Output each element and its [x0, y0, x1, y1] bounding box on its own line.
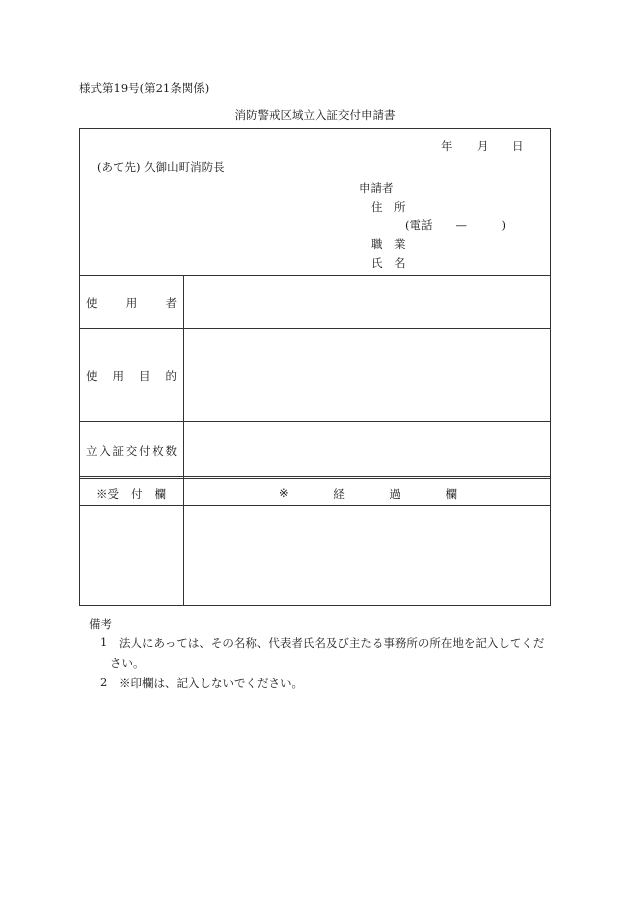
reception-header-char: ※受: [96, 487, 119, 501]
row-label-pass-count-char: 付: [139, 444, 151, 458]
rule-count-bottom: [79, 476, 551, 477]
progress-header-char: ※: [279, 486, 289, 500]
date-year: 年: [441, 139, 453, 153]
reception-header-char: 欄: [154, 487, 166, 501]
row-label-purpose-char: 的: [165, 369, 177, 383]
row-label-pass-count: [86, 443, 177, 459]
addressee: (あて先) 久御山町消防長: [97, 160, 225, 174]
row-label-pass-count-char: 証: [112, 444, 124, 458]
rule-label-column: [183, 275, 184, 606]
note-number: 1: [100, 635, 108, 649]
row-label-purpose-char: 用: [112, 369, 124, 383]
rule-user-bottom: [79, 328, 551, 329]
date-month: 月: [477, 139, 489, 153]
rule-purpose-bottom: [79, 421, 551, 422]
row-label-pass-count-char: 交: [125, 444, 138, 458]
form-table: [79, 128, 551, 606]
note-text: 法人にあっては、その名称、代表者氏名及び主たる事務所の所在地を記入してくだ: [119, 636, 545, 650]
name-label: 氏 名: [371, 256, 406, 270]
form-number: 様式第19号(第21条関係): [79, 81, 210, 95]
address-label: 住 所: [371, 200, 406, 214]
row-label-user: [86, 295, 177, 311]
progress-header-char: 過: [389, 487, 401, 501]
row-label-user-char: 用: [125, 296, 138, 310]
occupation-label: 職 業: [371, 237, 406, 251]
phone-label: (電話 — ): [405, 218, 506, 232]
reception-column-header: [96, 486, 166, 502]
note-text-continuation: さい。: [110, 656, 145, 670]
document-title: 消防警戒区域立入証交付申請書: [234, 108, 396, 122]
notes-heading: 備考: [89, 617, 112, 631]
rule-office-header-bottom: [79, 505, 551, 506]
row-label-pass-count-char: 数: [165, 444, 177, 458]
applicant-label: 申請者: [359, 181, 394, 195]
rule-header-bottom: [79, 275, 551, 276]
progress-header-char: 欄: [445, 487, 457, 501]
row-label-purpose: [86, 368, 177, 384]
progress-column-header: [279, 486, 457, 502]
note-text: ※印欄は、記入しないでください。: [119, 676, 303, 690]
row-label-purpose-char: 目: [139, 369, 151, 383]
row-label-purpose-char: 使: [86, 369, 98, 383]
row-label-pass-count-char: 枚: [152, 444, 164, 458]
rule-count-bottom-double: [79, 478, 551, 479]
row-label-pass-count-char: 入: [99, 444, 111, 458]
note-number: 2: [100, 675, 108, 689]
row-label-pass-count-char: 立: [86, 444, 98, 458]
row-label-user-char: 使: [86, 296, 98, 310]
row-label-user-char: 者: [165, 296, 177, 310]
date-day: 日: [512, 139, 524, 153]
reception-header-char: 付: [131, 487, 143, 501]
progress-header-char: 経: [333, 487, 345, 501]
